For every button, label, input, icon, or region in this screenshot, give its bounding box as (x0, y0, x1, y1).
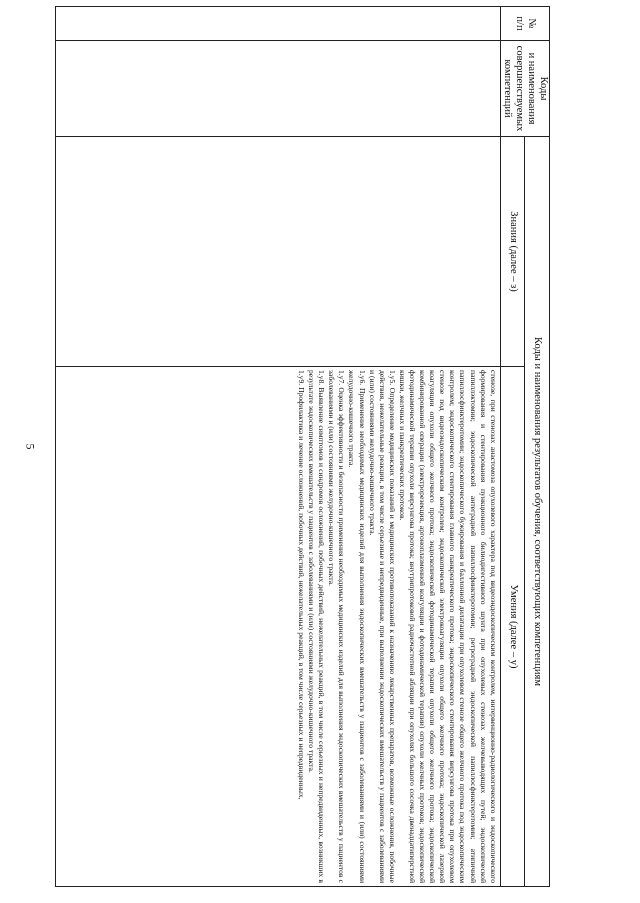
cell-competency-codes (55, 41, 500, 137)
header-competency-codes: Коды и наименования совершенствуемых компетенций (500, 41, 549, 137)
header-knowledge: Знания (далее – з) (500, 137, 525, 367)
skills-text: стенозе, при стенозах анастомоза опухолевого характера под видеоэндоскопическим контролем, интервенционно-радиологического и эндоскопического формирования и стентирования пункционного билиодигестивного шунта при опухолевых стенозах желчевыводящих путей; эндоскопической папиллэктомии; эндоскопической антеградной папиллосфинктеротомии; ретроградной эндоскопической папиллосфинктеротомии; атипичной папиллосфинктеротомии; эндоскопического бужирования и баллонной дилатации при опухолевом стенозе общего желчного протока под эндоскопическим контролем; эндоскопического стентирования главного панкреатического протока; эндоскопического стентирования вирсунгова протока при опухолевом стенозе под видеоэндоскопическим контролем; эндоскопической электрокоагуляции опухоли общего желчного протока; эндоскопической лазерной коагуляции опухоли общего желчного протока; эндоскопической фотодинамической терапии опухоли общего желчного протока; эндоскопической комбинированной операции (электрорезекция, аргоноплазменной коагуляции и фотодинамической терапии) опухоли желчных протоков; эндоскопической фотодинамической терапии опухоли вирсунгова протока; внутрипротоковой радиочастотной абляции при опухолях большого сосочка двенадцатиперстной кишки, желчных и панкреатических протоков. 1.у5. Определение медицинских показаний и медицинских противопоказаний к назначению лекарственных препаратов, возможные осложнения, побочные действия, нежелательные реакции, в том числе серьезные и непредвиденные, при выполнении эндоскопических вмешательств у пациентов с заболеваниями и (или) состояниями желудочно-кишечного тракта. 1.у6. Применение необходимых медицинских изделий для выполнения эндоскопических вмешательств у пациентов с заболеваниями и (или) состояниями желудочно-кишечного тракта. 1.у7. Оценка эффективности и безопасности применения необходимых медицинских изделий для выполнения эндоскопических вмешательств у пациентов с заболеваниями и (или) состояниями желудочно-кишечного тракта. 1.у8. Выявление симптомов и синдромов осложнений, побочных действий, нежелательных реакций, в том числе серьезных и непредвиденных, возникших в результате эндоскопических вмешательств у пациентов с заболеваниями и (или) состояниями желудочно-кишечного тракта. 1.у9. Профилактика и лечение осложнений, побочных действий, нежелательных реакций, в том числе серьезных и непредвиденных, (296, 370, 498, 884)
cell-knowledge (55, 137, 500, 367)
table-row (55, 7, 500, 887)
header-skills: Умения (далее – у) (500, 367, 525, 887)
cell-number (55, 7, 500, 41)
cell-skills (55, 367, 500, 887)
competencies-table (55, 6, 550, 887)
header-learning-results: Коды и наименования результатов обучения, соответствующих компетенциям (525, 137, 550, 887)
header-number: № п/п (500, 7, 549, 41)
page-number: 5 (23, 443, 38, 450)
competencies-table-container (66, 6, 550, 886)
